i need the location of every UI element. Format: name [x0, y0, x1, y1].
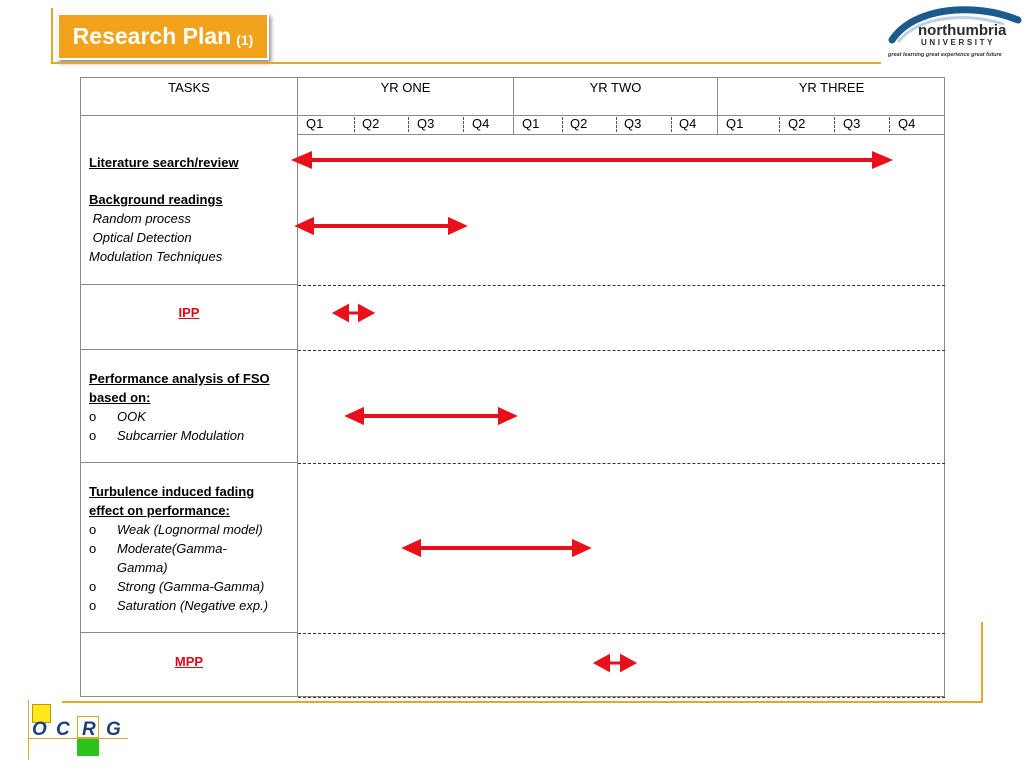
arrow-turbulence — [406, 542, 587, 554]
header-year-one: YR ONE — [380, 80, 431, 95]
background-item: Modulation Techniques — [89, 249, 223, 264]
turbulence-item-text: Gamma) — [117, 560, 168, 575]
ocrg-vline — [28, 700, 29, 760]
arrow-mpp — [597, 657, 633, 669]
quarter-label: Q2 — [570, 116, 588, 131]
milestone-mpp: MPP — [174, 654, 204, 669]
turbulence-item-text: Saturation (Negative exp.) — [117, 598, 269, 613]
turbulence-title-2: effect on performance: — [89, 503, 230, 518]
quarter-label: Q2 — [362, 116, 380, 131]
ocrg-letter: G — [106, 719, 121, 740]
quarter-label: Q4 — [679, 116, 697, 131]
performance-item-text: Subcarrier Modulation — [117, 428, 245, 443]
header-year-three: YR THREE — [798, 80, 865, 95]
slide-title-text: Research Plan — [72, 23, 232, 49]
task-literature: Literature search/review — [89, 155, 239, 170]
quarter-label: Q3 — [624, 116, 642, 131]
arrow-ipp — [336, 307, 371, 319]
bullet: o — [89, 598, 97, 613]
bullet: o — [89, 428, 97, 443]
arrow-background — [299, 220, 463, 232]
performance-title-1: Performance analysis of FSO — [89, 371, 270, 386]
logo-name: northumbria — [918, 22, 1007, 39]
milestone-ipp: IPP — [178, 305, 200, 320]
quarter-label: Q1 — [522, 116, 540, 131]
logo-tagline: great learning great experience great future — [888, 52, 1002, 58]
quarter-label: Q2 — [788, 116, 806, 131]
footer-line-vertical — [981, 622, 983, 702]
bullet: o — [89, 541, 97, 556]
performance-item-text: OOK — [117, 409, 146, 424]
logo-university: UNIVERSITY — [921, 38, 996, 47]
turbulence-item-text: Strong (Gamma-Gamma) — [117, 579, 265, 594]
arrow-literature — [296, 154, 888, 166]
task-background: Background readings — [89, 192, 223, 207]
turbulence-item-text: Weak (Lognormal model) — [117, 522, 263, 537]
ocrg-letter: C — [56, 719, 70, 740]
bullet: o — [89, 522, 97, 537]
bullet: o — [89, 409, 97, 424]
header-tasks: TASKS — [168, 80, 210, 95]
ocrg-letter: O — [32, 719, 47, 740]
header-year-two: YR TWO — [589, 80, 642, 95]
quarter-label: Q4 — [472, 116, 490, 131]
slide-title-sub: (1) — [236, 31, 254, 48]
bullet: o — [89, 579, 97, 594]
quarter-label: Q3 — [843, 116, 861, 131]
turbulence-title-1: Turbulence induced fading — [89, 484, 255, 499]
arrow-performance — [349, 410, 513, 422]
quarter-label: Q1 — [726, 116, 744, 131]
performance-title-2: based on: — [89, 390, 151, 405]
quarter-label: Q4 — [898, 116, 916, 131]
quarter-label: Q1 — [306, 116, 324, 131]
ocrg-letter: R — [82, 719, 96, 740]
background-item: Random process — [89, 211, 191, 226]
background-item: Optical Detection — [89, 230, 192, 245]
quarter-label: Q3 — [417, 116, 435, 131]
footer-line — [62, 701, 983, 703]
turbulence-item-text: Moderate(Gamma- — [117, 541, 227, 556]
